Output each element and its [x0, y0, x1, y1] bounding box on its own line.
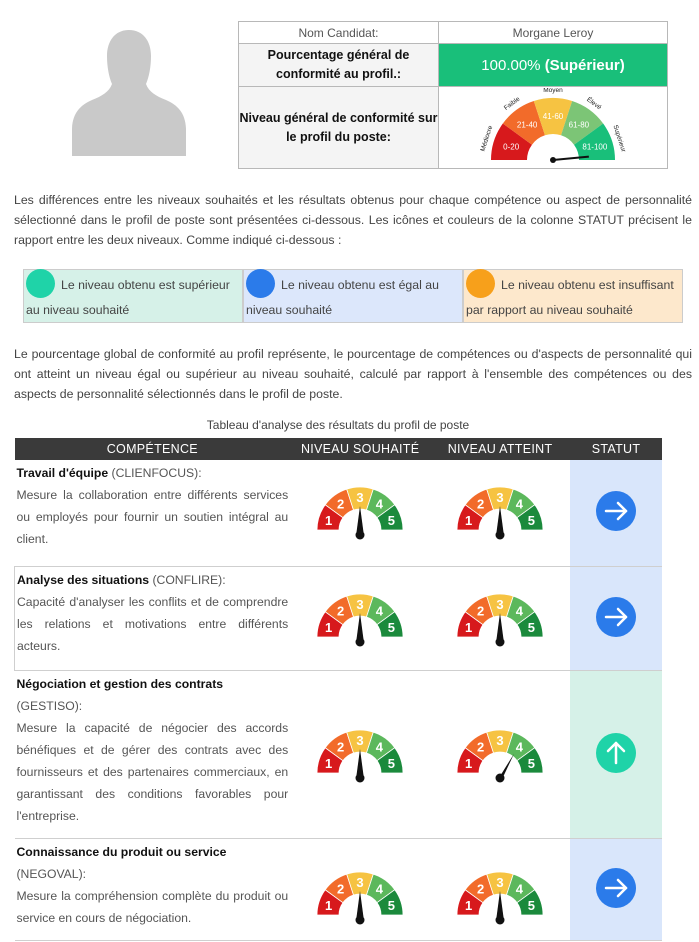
status-legend [23, 269, 683, 323]
gauge-level-label: 5 [387, 512, 396, 528]
gauge-hub [496, 915, 505, 924]
arrow-up-icon [596, 733, 636, 773]
gauge-level-label: 2 [337, 602, 345, 618]
achieved-level-cell [430, 460, 570, 566]
legend-superior [23, 269, 243, 323]
gauge-level-label: 1 [325, 512, 333, 528]
gauge-level-label: 5 [527, 897, 536, 913]
desired-level-cell [290, 670, 430, 838]
competence-code: (NEGOVAL): [16, 866, 87, 881]
gauge-level-label: 1 [465, 619, 473, 635]
competence-code: (CLIENFOCUS): [111, 466, 202, 480]
gauge-hub [356, 915, 365, 924]
gauge-level-label: 2 [337, 880, 345, 896]
gauge-level-label: 2 [477, 738, 485, 754]
gauge-level-label: 2 [477, 496, 485, 512]
gauge-level-label: 5 [387, 897, 396, 913]
competence-title: Connaissance du produit ou service [16, 844, 227, 859]
conformity-speedometer-cell [439, 87, 668, 169]
competence-title: Travail d'équipe [16, 466, 109, 480]
speedometer-segment-name: Faible [502, 95, 522, 112]
speedometer-range-label: 81-100 [582, 141, 608, 151]
gauge-hub [356, 637, 365, 646]
gauge-level-label: 2 [477, 602, 485, 618]
gauge-level-label: 2 [337, 496, 345, 512]
name-label: Nom Candidat: [239, 22, 439, 44]
achieved-level-gauge [450, 865, 550, 925]
achieved-level-gauge [450, 723, 550, 783]
gauge-level-label: 5 [527, 619, 536, 635]
gauge-level-label: 4 [515, 880, 524, 896]
gauge-level-label: 5 [527, 755, 536, 771]
competence-cell [15, 838, 291, 940]
achieved-level-cell [430, 670, 570, 838]
desired-level-gauge [310, 865, 410, 925]
gauge-level-label: 3 [496, 490, 504, 505]
gauge-hub [496, 637, 505, 646]
gauge-level-label: 3 [496, 732, 504, 748]
legend-equal-text: Le niveau obtenu est égal au niveau souhaité [246, 278, 439, 318]
candidate-name: Morgane Leroy [439, 22, 668, 44]
table-row [15, 460, 663, 566]
competence-cell [15, 670, 291, 838]
speedometer-range-label: 0-20 [503, 141, 520, 151]
desired-level-cell [290, 566, 430, 670]
arrow-right-icon [596, 868, 636, 908]
gauge-level-label: 1 [325, 897, 333, 913]
speedometer-hub [550, 157, 556, 163]
gauge-level-label: 5 [387, 619, 396, 635]
speedometer-segment-name: Moyen [543, 87, 563, 94]
speedometer-segment-name: Supérieur [611, 123, 627, 153]
arrow-right-icon [596, 491, 636, 531]
gauge-level-label: 1 [465, 512, 473, 528]
candidate-avatar-silhouette [72, 22, 186, 156]
achieved-level-gauge [450, 587, 550, 647]
gauge-level-label: 4 [515, 602, 524, 618]
table-row [15, 838, 663, 940]
speedometer-range-label: 61-80 [568, 119, 590, 129]
gauge-level-label: 3 [356, 732, 364, 748]
header-achieved-level: NIVEAU ATTEINT [430, 438, 570, 460]
speedometer-range-label: 41-60 [542, 111, 564, 121]
gauge-level-label: 4 [515, 738, 524, 754]
competence-title: Analyse des situations [17, 572, 150, 587]
gauge-level-label: 3 [496, 596, 504, 612]
desired-level-gauge [310, 723, 410, 783]
status-cell [570, 460, 662, 566]
percentage-level: (Supérieur) [544, 56, 625, 74]
speedometer-segment-name: Élevé [585, 95, 603, 111]
equal-dot-icon [246, 269, 275, 298]
gauge-level-label: 1 [465, 897, 473, 913]
achieved-level-cell [430, 566, 570, 670]
gauge-level-label: 4 [375, 602, 384, 618]
gauge-hub [496, 773, 505, 782]
gauge-level-label: 1 [325, 755, 333, 771]
gauge-level-label: 4 [375, 496, 384, 512]
gauge-level-label: 5 [527, 512, 536, 528]
gauge-level-label: 3 [496, 874, 504, 890]
gauge-hub [496, 531, 505, 540]
status-cell [570, 566, 662, 670]
gauge-level-label: 2 [477, 880, 485, 896]
conformity-percentage-label: Pourcentage général de conformité au profil.: [239, 44, 439, 87]
gauge-hub [356, 531, 365, 540]
candidate-summary-table [238, 21, 668, 169]
gauge-level-label: 4 [375, 880, 384, 896]
achieved-level-gauge [450, 480, 550, 540]
intro-paragraph: Les différences entre les niveaux souhaités et les résultats obtenus pour chaque compétence ou aspect de personnalité sélectionné dans le profil de poste sont présentées ci-dessous. Les icônes et couleurs de la colonne STATUT précisent le rapport entre les deux niveaux. Comme indiqué ci-dessous : [14, 193, 692, 247]
speedometer-segment-name: Médiocre [479, 124, 495, 152]
table-row [15, 670, 663, 838]
desired-level-gauge [310, 587, 410, 647]
arrow-right-icon [596, 597, 636, 637]
desired-level-cell [290, 460, 430, 566]
gauge-level-label: 1 [465, 755, 473, 771]
legend-insufficient-text: Le niveau obtenu est insuffisant par rapport au niveau souhaité [466, 278, 674, 318]
desired-level-gauge [310, 480, 410, 540]
competence-description: Mesure la collaboration entre différents services ou employés pour fournir un soutien intégral au client. [16, 488, 289, 546]
table-caption: Tableau d'analyse des résultats du profil de poste [206, 418, 470, 432]
header-competence: COMPÉTENCE [15, 438, 291, 460]
superior-dot-icon [26, 269, 55, 298]
competence-code: (CONFLIRE): [152, 572, 226, 587]
conformity-percentage-value [439, 44, 668, 87]
status-cell [570, 838, 662, 940]
gauge-level-label: 4 [375, 738, 384, 754]
legend-superior-text: Le niveau obtenu est supérieur au niveau souhaité [26, 278, 230, 318]
speedometer-range-label: 21-40 [516, 119, 538, 129]
gauge-level-label: 1 [325, 619, 333, 635]
competence-title: Négociation et gestion des contrats [16, 676, 224, 691]
gauge-hub [356, 773, 365, 782]
conformity-speedometer [478, 88, 628, 168]
conformity-level-label: Niveau général de conformité sur le profil du poste: [239, 87, 439, 169]
gauge-level-label: 3 [356, 874, 364, 890]
percentage-number: 100.00% [481, 56, 541, 74]
gauge-level-label: 3 [356, 596, 364, 612]
achieved-level-cell [430, 838, 570, 940]
table-row [15, 566, 663, 670]
gauge-level-label: 3 [356, 490, 364, 505]
global-percentage-paragraph: Le pourcentage global de conformité au profil représente, le pourcentage de compétences ou d'aspects de personnalité qui ont atteint un niveau égal ou supérieur au niveau souhaité, calculé par rapport à l'ensemble des compétences ou des aspects de personnalité sélectionnés dans le profil de poste. [14, 347, 692, 401]
competence-cell [15, 460, 291, 566]
gauge-level-label: 4 [515, 496, 524, 512]
results-table [14, 438, 662, 941]
gauge-level-label: 2 [337, 738, 345, 754]
header-desired-level: NIVEAU SOUHAITÉ [290, 438, 430, 460]
competence-code: (GESTISO): [16, 698, 83, 713]
status-cell [570, 670, 662, 838]
header-status: STATUT [570, 438, 662, 460]
legend-insufficient [463, 269, 683, 323]
competence-description: Mesure la capacité de négocier des accords bénéfiques et de gérer des contrats avec des fournisseurs et des partenaires commerciaux, en garantissant des conditions favorables pour l'entreprise. [16, 720, 289, 823]
competence-description: Capacité d'analyser les conflits et de comprendre les relations et motivations entre différents acteurs. [17, 594, 289, 653]
gauge-level-label: 5 [387, 755, 396, 771]
competence-description: Mesure la compréhension complète du produit ou service en cours de négociation. [16, 888, 289, 925]
desired-level-cell [290, 838, 430, 940]
legend-equal [243, 269, 463, 323]
insufficient-dot-icon [466, 269, 495, 298]
competence-cell [15, 566, 291, 670]
